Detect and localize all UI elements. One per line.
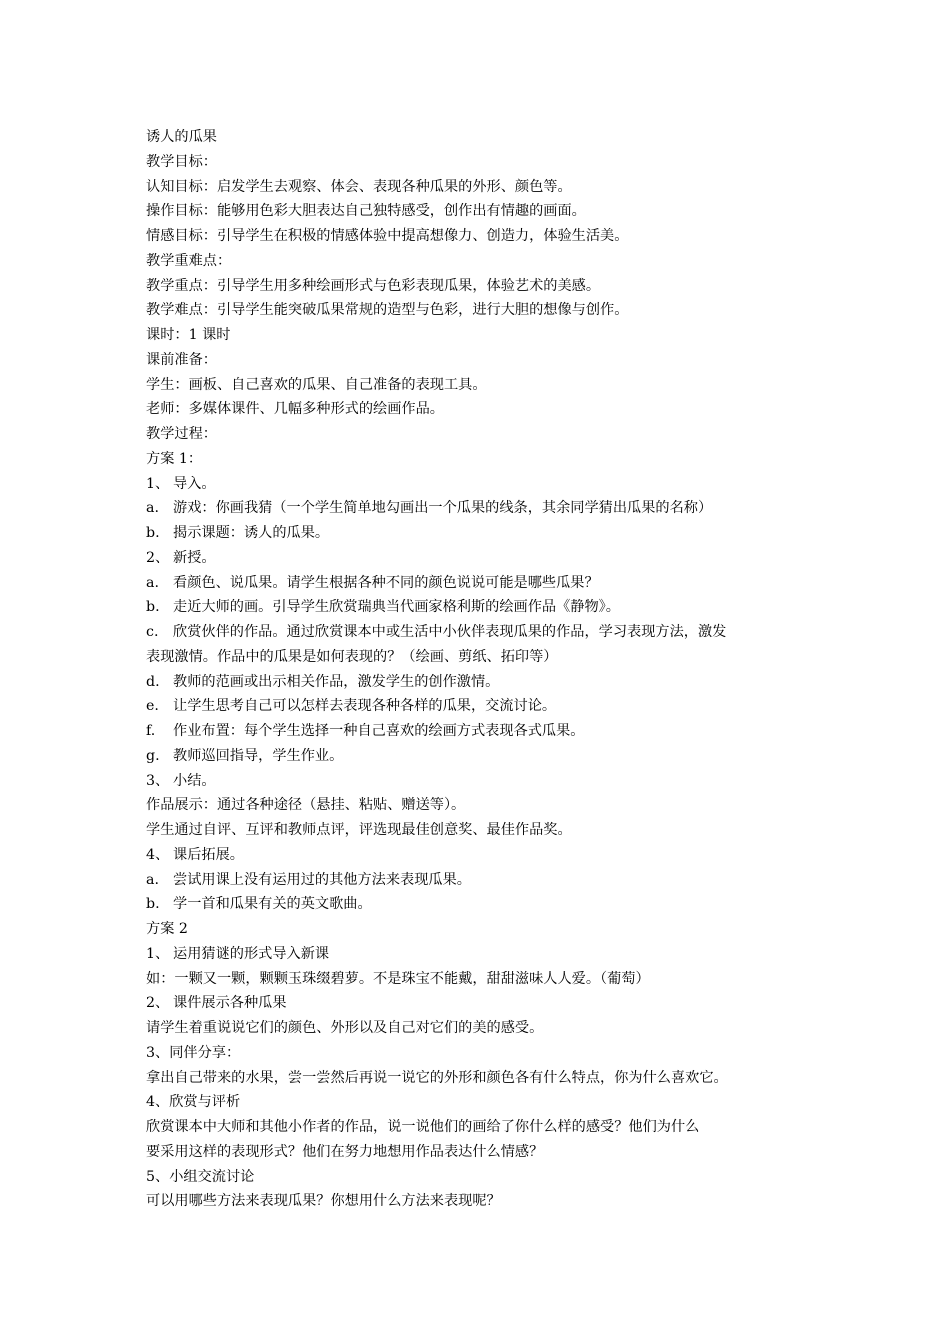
sub-text: 学一首和瓜果有关的英文歌曲。 xyxy=(173,896,372,913)
prep-teacher: 老师：多媒体课件、几幅多种形式的绘画作品。 xyxy=(146,401,444,418)
sub-mark: c. xyxy=(146,624,159,640)
plan1-step-2d xyxy=(146,670,826,695)
sub-text: 教师巡回指导，学生作业。 xyxy=(173,747,344,764)
plan1-step-4b xyxy=(146,892,826,917)
sub-mark: a. xyxy=(146,500,159,517)
plan1-step-1 xyxy=(146,472,826,497)
key-heading: 教学重难点： xyxy=(146,252,232,269)
plan2-step-1 xyxy=(146,942,826,967)
plan1-step-4a xyxy=(146,868,826,893)
step-text: 导入。 xyxy=(173,475,216,492)
sub-text: 游戏：你画我猜（一个学生简单地勾画出一个瓜果的线条，其余同学猜出瓜果的名称） xyxy=(173,500,713,517)
plan1-step-2a xyxy=(146,571,826,596)
step-text: 课件展示各种瓜果 xyxy=(173,995,287,1012)
sub-mark: f. xyxy=(146,723,156,739)
plan1-step-3-display: 作品展示：通过各种途径（悬挂、粘贴、赠送等）。 xyxy=(146,797,466,814)
plan2-step-5: 5、小组交流讨论 xyxy=(146,1168,255,1185)
plan2-step-5-text: 可以用哪些方法来表现瓜果？你想用什么方法来表现呢？ xyxy=(146,1193,501,1210)
sub-mark: e. xyxy=(146,698,159,715)
goal-cognitive: 认知目标：启发学生去观察、体会、表现各种瓜果的外形、颜色等。 xyxy=(146,178,572,195)
step-number: 3、 xyxy=(146,772,170,789)
sub-text: 教师的范画或出示相关作品，激发学生的创作激情。 xyxy=(173,673,500,690)
plan1-step-2 xyxy=(146,546,826,571)
sub-mark: b. xyxy=(146,599,160,616)
plan2-step-1-text: 如：一颗又一颗，颗颗玉珠缀碧萝。不是珠宝不能戴，甜甜滋味人人爱。（葡萄） xyxy=(146,970,650,987)
sub-text: 走近大师的画。引导学生欣赏瑞典当代画家格利斯的绘画作品《静物》。 xyxy=(173,599,620,616)
step-number: 2、 xyxy=(146,995,170,1012)
plan1-title: 方案 1： xyxy=(146,450,203,467)
sub-text: 尝试用课上没有运用过的其他方法来表现瓜果。 xyxy=(173,871,471,888)
process-heading: 教学过程： xyxy=(146,426,217,442)
plan1-step-2e xyxy=(146,694,826,719)
sub-text: 揭示课题：诱人的瓜果。 xyxy=(173,525,330,541)
step-text: 新授。 xyxy=(173,549,216,566)
plan1-step-2g xyxy=(146,744,826,769)
class-hours: 课时：1 课时 xyxy=(146,327,231,343)
goal-emotion: 情感目标：引导学生在积极的情感体验中提高想像力、创造力，体验生活美。 xyxy=(146,228,629,244)
sub-mark: d. xyxy=(146,673,160,690)
step-text: 小结。 xyxy=(173,772,216,789)
step-number: 1、 xyxy=(146,475,170,492)
plan2-step-4-text: 欣赏课本中大师和其他小作者的作品，说一说他们的画给了你什么样的感受？他们为什么 xyxy=(146,1119,700,1135)
prep-heading: 课前准备： xyxy=(146,351,217,368)
sub-mark: a. xyxy=(146,574,159,591)
sub-mark: g. xyxy=(146,747,160,764)
step-number: 1、 xyxy=(146,945,170,962)
sub-text: 看颜色、说瓜果。请学生根据各种不同的颜色说说可能是哪些瓜果？ xyxy=(173,574,599,591)
plan2-title: 方案 2 xyxy=(146,921,188,937)
plan1-step-1a xyxy=(146,496,826,521)
step-number: 2、 xyxy=(146,549,170,566)
plan2-step-3: 3、同伴分享： xyxy=(146,1044,241,1061)
plan1-step-3 xyxy=(146,769,826,794)
step-text: 课后拓展。 xyxy=(173,846,244,863)
step-text: 运用猜谜的形式导入新课 xyxy=(173,945,330,962)
doc-title: 诱人的瓜果 xyxy=(146,129,217,145)
plan2-step-3-text: 拿出自己带来的水果，尝一尝然后再说一说它的外形和颜色各有什么特点，你为什么喜欢它。 xyxy=(146,1069,728,1086)
sub-mark: a. xyxy=(146,871,159,888)
goal-operation: 操作目标：能够用色彩大胆表达自己独特感受，创作出有情趣的画面。 xyxy=(146,203,586,220)
plan1-step-2f xyxy=(146,719,826,744)
plan1-step-1b xyxy=(146,521,826,546)
plan1-step-2b xyxy=(146,595,826,620)
plan2-step-4-text-continued: 要采用这样的表现形式？他们在努力地想用作品表达什么情感？ xyxy=(146,1143,544,1160)
sub-text: 作业布置：每个学生选择一种自己喜欢的绘画方式表现各式瓜果。 xyxy=(173,723,585,739)
step-number: 4、 xyxy=(146,846,170,863)
sub-text: 欣赏伙伴的作品。通过欣赏课本中或生活中小伙伴表现瓜果的作品，学习表现方法，激发 xyxy=(173,624,727,640)
key-point: 教学重点：引导学生用多种绘画形式与色彩表现瓜果，体验艺术的美感。 xyxy=(146,277,601,294)
goals-heading: 教学目标： xyxy=(146,153,217,170)
sub-text: 让学生思考自己可以怎样去表现各种各样的瓜果，交流讨论。 xyxy=(173,698,557,715)
prep-student: 学生：画板、自己喜欢的瓜果、自己准备的表现工具。 xyxy=(146,376,487,393)
document-page xyxy=(146,125,826,1214)
plan2-step-4: 4、欣赏与评析 xyxy=(146,1094,241,1111)
difficult-point: 教学难点：引导学生能突破瓜果常规的造型与色彩，进行大胆的想像与创作。 xyxy=(146,302,629,319)
plan2-step-2 xyxy=(146,991,826,1016)
plan1-step-3-review: 学生通过自评、互评和教师点评，评选现最佳创意奖、最佳作品奖。 xyxy=(146,822,572,838)
plan1-step-2c xyxy=(146,620,826,645)
sub-mark: b. xyxy=(146,896,160,913)
plan1-step-2c-continued: 表现激情。作品中的瓜果是如何表现的？（绘画、剪纸、拓印等） xyxy=(146,648,558,665)
sub-mark: b. xyxy=(146,525,160,541)
plan1-step-4 xyxy=(146,843,826,868)
plan2-step-2-text: 请学生着重说说它们的颜色、外形以及自己对它们的美的感受。 xyxy=(146,1020,544,1036)
